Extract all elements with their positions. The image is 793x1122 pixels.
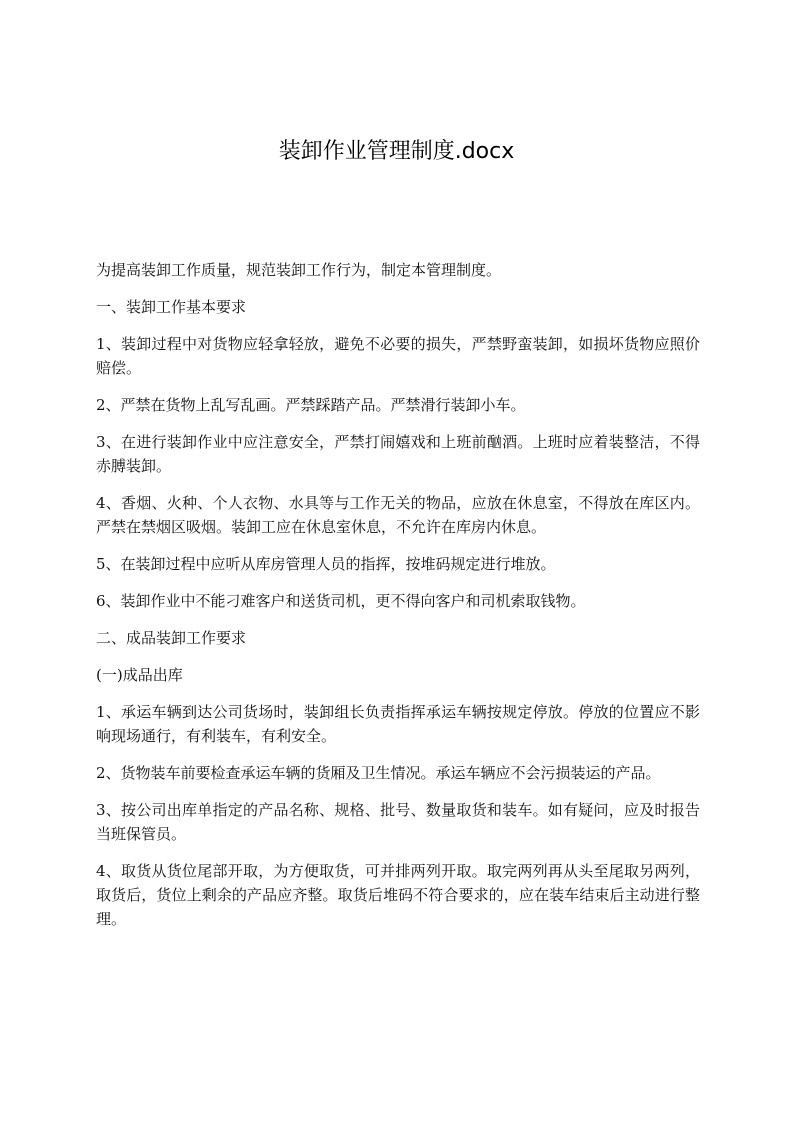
paragraph-basic-1: 1、装卸过程中对货物应轻拿轻放，避免不必要的损失，严禁野蛮装卸，如损坏货物应照价赔偿。 xyxy=(96,335,700,377)
paragraph-outbound-2: 2、货物装车前要检查承运车辆的货厢及卫生情况。承运车辆应不会污损装运的产品。 xyxy=(96,764,661,782)
paragraph-basic-4: 4、香烟、火种、个人衣物、水具等与工作无关的物品，应放在休息室，不得放在库区内。严禁在禁烟区吸烟。装卸工应在休息室休息，不允许在库房内休息。 xyxy=(96,494,700,536)
subsection-heading-outbound: (一)成品出库 xyxy=(96,666,183,684)
paragraph-basic-2: 2、严禁在货物上乱写乱画。严禁踩踏产品。严禁滑行装卸小车。 xyxy=(96,396,526,414)
paragraph-outbound-1: 1、承运车辆到达公司货场时，装卸组长负责指挥承运车辆按规定停放。停放的位置应不影响现场通行，有利装车，有利安全。 xyxy=(96,703,700,745)
document-body xyxy=(96,258,700,944)
section-heading-finished-goods: 二、成品装卸工作要求 xyxy=(96,629,247,647)
paragraph-basic-6: 6、装卸作业中不能刁难客户和送货司机，更不得向客户和司机索取钱物。 xyxy=(96,592,586,610)
document-title: 装卸作业管理制度.docx xyxy=(278,139,515,164)
intro-paragraph: 为提高装卸工作质量，规范装卸工作行为，制定本管理制度。 xyxy=(96,261,502,279)
paragraph-outbound-4: 4、取货从货位尾部开取，为方便取货，可并排两列开取。取完两列再从头至尾取另两列，取货后，货位上剩余的产品应齐整。取货后堆码不符合要求的，应在装车结束后主动进行整理。 xyxy=(96,862,700,928)
paragraph-basic-3: 3、在进行装卸作业中应注意安全，严禁打闹嬉戏和上班前酗酒。上班时应着装整洁，不得赤膊装卸。 xyxy=(96,433,700,475)
section-heading-basic-requirements: 一、装卸工作基本要求 xyxy=(96,298,247,316)
paragraph-outbound-3: 3、按公司出库单指定的产品名称、规格、批号、数量取货和装车。如有疑问，应及时报告当班保管员。 xyxy=(96,801,700,843)
paragraph-basic-5: 5、在装卸过程中应听从库房管理人员的指挥，按堆码规定进行堆放。 xyxy=(96,555,556,573)
